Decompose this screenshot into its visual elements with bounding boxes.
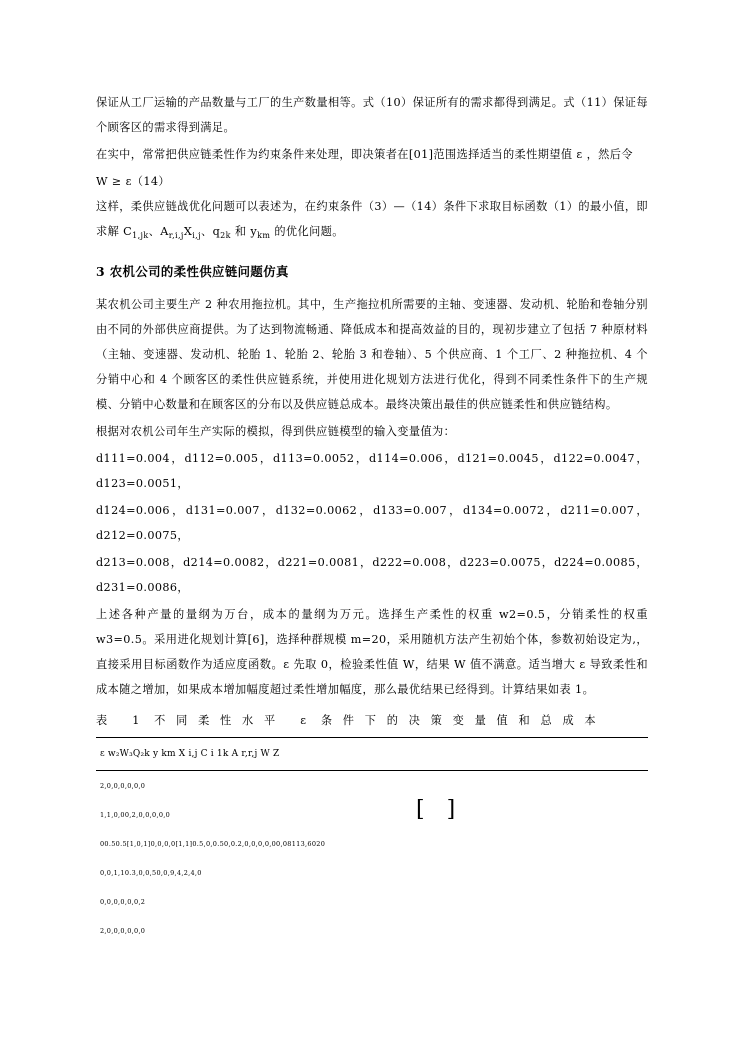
- paragraph-7: 上述各种产量的量纲为万台，成本的量纲为万元。选择生产柔性的权重 w2=0.5，分销柔性的权重 w3=0.5。采用进化规划计算[6]，选择种群规模 m=20，采用随机方法产生初始个体，参数初始设定为,，直接采用目标函数作为适应度函数。ε 先取 0，检验柔性值 W，结果 W 值不满意。适当增大 ε 导致柔性和成本随之增加，如果成本增加幅度超过柔性增加幅度，那么最优结果已经得到。计算结果如表 1。: [96, 608, 648, 697]
- table-row: 2,0,0,0,0,0,0: [100, 927, 146, 936]
- table-body: [96, 781, 648, 937]
- paragraph-4-mid3: 、q: [200, 225, 221, 238]
- subscript-c: 1,jk: [132, 231, 149, 241]
- paragraph-4: [96, 194, 648, 248]
- table-row: 2,0,0,0,0,0,0: [100, 782, 146, 791]
- table-row: 0,0,0,0,0,0,2: [100, 898, 146, 907]
- paragraph-6: 根据对农机公司年生产实际的模拟，得到供应链模型的输入变量值为：: [96, 425, 456, 439]
- paragraph-4-part2: （1）的最小值，即求解 C: [96, 200, 649, 238]
- paragraph-4-mid2: X: [183, 225, 193, 238]
- subscript-q: 2k: [220, 231, 231, 241]
- paragraph-4-part1: 这样，柔供应链战优化问题可以表述为，在约束条件（3）—（14）条件下求取目标函数: [96, 200, 548, 213]
- table-row: 00.50.5[1,0,1]0,0,0,0[1,1]0.5,0,0.50,0.2,0,0,0,0,00,08113,6020: [100, 840, 326, 849]
- subscript-y: km: [257, 231, 271, 241]
- table-rule-top: [96, 737, 648, 738]
- paragraph-4-suffix: 的优化问题。: [270, 225, 344, 238]
- table-caption: 表 1 不同柔性水平 ε 条件下的决策变量值和总成本: [96, 714, 596, 728]
- table-rule-mid: [96, 770, 648, 771]
- table-row: 0,0,1,10.3,0,0,50,0,9,4,2,4,0: [100, 869, 202, 878]
- data-line-1: d111=0.004，d112=0.005，d113=0.0052，d114=0.006，d121=0.0045，d122=0.0047，d123=0.0051，: [96, 452, 648, 491]
- document-content: [96, 90, 648, 955]
- paragraph-4-mid4: 和 y: [230, 225, 258, 238]
- paragraph-4-mid1: 、A: [148, 225, 169, 238]
- subscript-x: i,j: [192, 231, 201, 241]
- table-header-row: ε w₂W₃Q₂k y km X i,j C i 1k A r,r,j W Z: [100, 749, 280, 760]
- formula-14: W ≥ ε（14）: [96, 175, 170, 188]
- data-line-3: d213=0.008，d214=0.0082，d221=0.0081，d222=0.008，d223=0.0075，d224=0.0085，d231=0.0086，: [96, 556, 648, 595]
- paragraph-5: 某农机公司主要生产 2 种农用拖拉机。其中，生产拖拉机所需要的主轴、变速器、发动机、轮胎和卷轴分别由不同的外部供应商提供。为了达到物流畅通、降低成本和提高效益的目的，现初步建立了包括 7 种原材料（主轴、变速器、发动机、轮胎 1、轮胎 2、轮胎 3 和卷轴）、5 个供应商、1 个工厂、2 种拖拉机、4 个分销中心和 4 个顾客区的柔性供应链系统，并使用进化规划方法进行优化，得到不同柔性条件下的生产规模、分销中心数量和在顾客区的分布以及供应链总成本。最终决策出最佳的供应链柔性和供应链结构。: [96, 298, 648, 412]
- table-row: 1,1,0,00,2,0,0,0,0,0: [100, 811, 171, 820]
- paragraph-1: 保证从工厂运输的产品数量与工厂的生产数量相等。式（10）保证所有的需求都得到满足。式（11）保证每个顾客区的需求得到满足。: [96, 96, 648, 134]
- data-line-2: d124=0.006，d131=0.007，d132=0.0062，d133=0.007，d134=0.0072，d211=0.007，d212=0.0075，: [96, 504, 648, 543]
- subscript-a: r,i,j: [168, 231, 184, 241]
- section-heading-3: 3 农机公司的柔性供应链问题仿真: [96, 264, 289, 280]
- paragraph-2: 在实中，常常把供应链柔性作为约束条件来处理，即决策者在[01]范围选择适当的柔性期望值 ε ，然后令: [96, 148, 633, 161]
- bracket-left: [: [416, 797, 447, 823]
- matrix-bracket: [416, 799, 477, 821]
- bracket-right: ]: [446, 797, 478, 823]
